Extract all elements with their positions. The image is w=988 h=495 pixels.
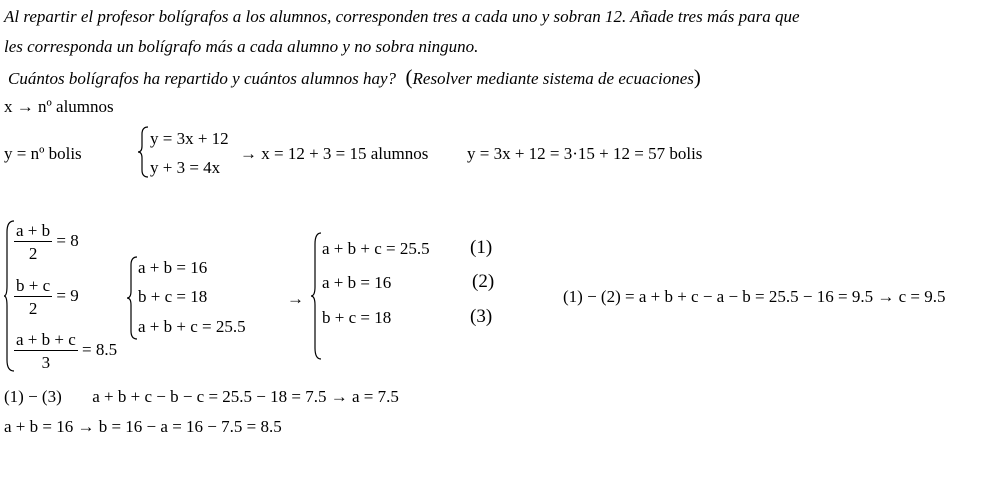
fraction-2-value: = 9 xyxy=(56,285,79,305)
question-text: Cuántos bolígrafos ha repartido y cuántos alumnos hay? xyxy=(8,69,397,88)
result-a-equation: a + b + c − b − c = 25.5 − 18 = 7.5 → a = 7.5 xyxy=(92,387,399,406)
problem-line-2: les corresponda un bolígrafo más a cada alumno y no sobra ninguno. xyxy=(4,37,479,56)
system4-eq3: b + c = 18 xyxy=(322,308,392,327)
fraction-1-value: = 8 xyxy=(56,230,79,250)
y-definition: y = nº bolis xyxy=(4,144,82,163)
fraction-1-denominator: 2 xyxy=(28,244,38,263)
fraction-3-numerator: a + b + c xyxy=(16,330,76,349)
system3-eq1: a + b = 16 xyxy=(138,258,208,277)
system4-label-2: (2) xyxy=(472,271,495,292)
system1-eq2: y + 3 = 4x xyxy=(150,158,221,177)
method-text: Resolver mediante sistema de ecuaciones xyxy=(412,69,694,88)
fraction-2-numerator: b + c xyxy=(16,276,51,295)
result-a-label: (1) − (3) xyxy=(4,387,62,406)
system4-eq2: a + b = 16 xyxy=(322,273,392,292)
system1-result-x: → x = 12 + 3 = 15 alumnos xyxy=(240,144,429,163)
fraction-equation-2 xyxy=(14,277,79,317)
system3-eq3: a + b + c = 25.5 xyxy=(138,317,246,336)
fraction-equation-1 xyxy=(14,222,79,262)
result-c-line: (1) − (2) = a + b + c − a − b = 25.5 − 16 = 9.5 → c = 9.5 xyxy=(563,287,946,306)
fraction-2-denominator: 2 xyxy=(28,299,38,318)
fraction-3-denominator: 3 xyxy=(41,353,51,372)
system4-label-1: (1) xyxy=(470,237,493,258)
system3-brace xyxy=(126,256,138,340)
problem-line-1: Al repartir el profesor bolígrafos a los alumnos, corresponden tres a cada uno y sobran 12. Añade tres más para que xyxy=(4,7,800,26)
problem-line-3: Cuántos bolígrafos ha repartido y cuántos alumnos hay? (Resolver mediante sistema de ecuaciones) xyxy=(8,65,701,89)
system4-eq1: a + b + c = 25.5 xyxy=(322,239,430,258)
system1-brace xyxy=(137,126,149,178)
result-a-line xyxy=(4,388,399,405)
fraction-3-value: = 8.5 xyxy=(82,339,118,359)
fraction-equation-3 xyxy=(14,331,117,371)
system4-arrow: → xyxy=(287,289,304,308)
fraction-1-numerator: a + b xyxy=(16,221,51,240)
system4-brace xyxy=(310,232,322,360)
x-definition: x → nº alumnos xyxy=(4,97,114,116)
system1-eq1: y = 3x + 12 xyxy=(150,129,229,148)
system3-eq2: b + c = 18 xyxy=(138,287,208,306)
result-b-line: a + b = 16 → b = 16 − a = 16 − 7.5 = 8.5 xyxy=(4,417,282,436)
system4-label-3: (3) xyxy=(470,306,493,327)
system1-result-y: y = 3x + 12 = 3·15 + 12 = 57 bolis xyxy=(467,144,703,163)
